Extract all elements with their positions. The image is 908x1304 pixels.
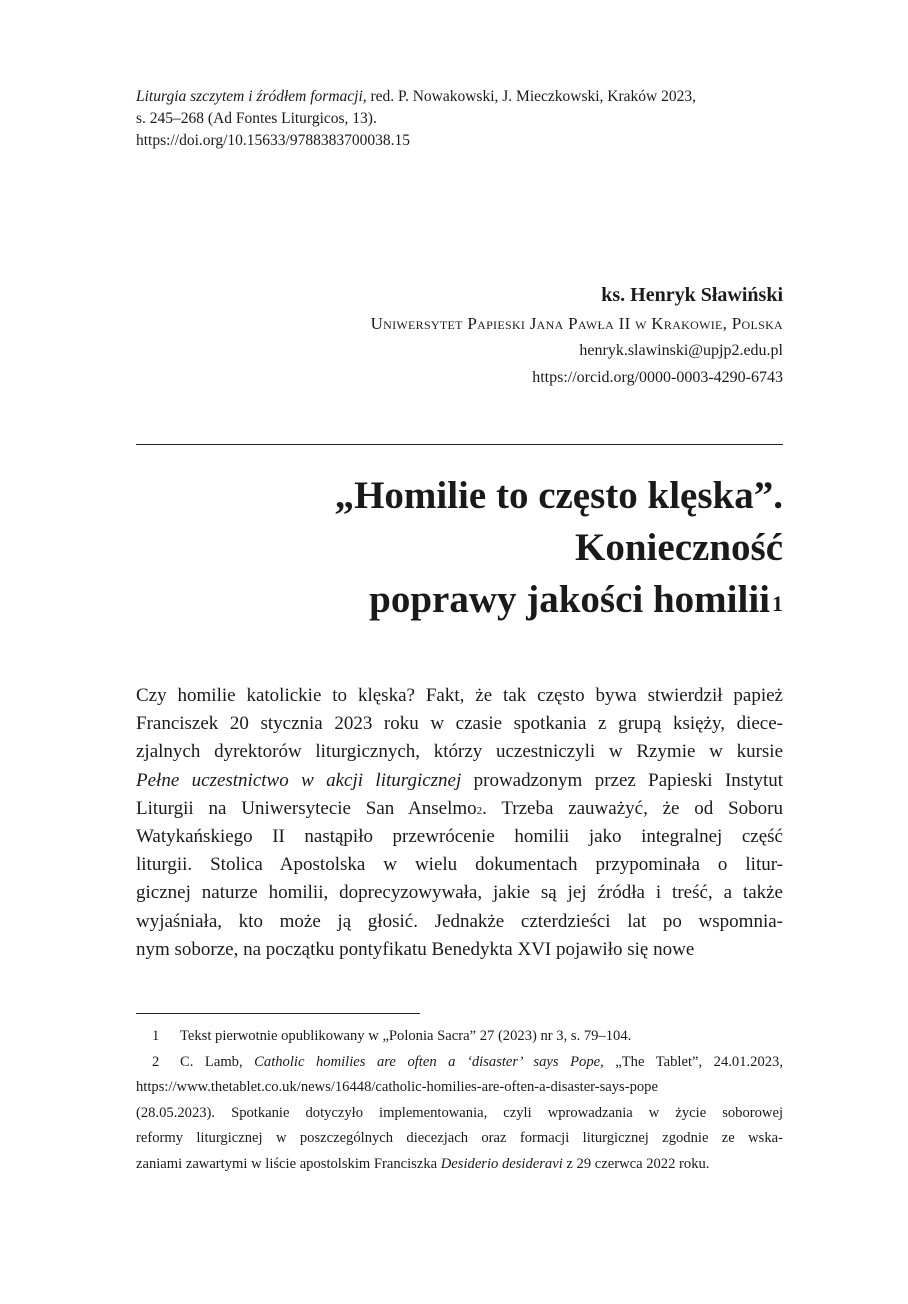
title-divider	[136, 444, 783, 445]
body-line: wyjaśniała, kto może ją głosić. Jednakże czterdzieści lat po wspomnia-	[136, 910, 783, 932]
body-line: gicznej naturze homilii, doprecyzowywała, jakie są jej źródła i treść, a także	[136, 882, 783, 904]
body-line: nym soborze, na początku pontyfikatu Benedykta XVI pojawiło się nowe	[136, 938, 695, 960]
body-line: liturgii. Stolica Apostolska w wielu dokumentach przypominała o litur-	[136, 854, 783, 876]
footnote-number: 2	[152, 1053, 160, 1070]
body-line: Liturgii na Uniwersytecie San Anselmo$^2$. Trzeba zauważyć, że od Soboru	[136, 797, 783, 819]
article-title	[143, 470, 783, 626]
footnote-2: 2 C. Lamb, Catholic homilies are often a ‘disaster’ says Pope, „The Tablet”, 24.01.2023, https://www.thetablet.co.uk/news/16448/catholic-homilies-are-often-a-disaster-says-pope (28.05.2023). Spotkanie dotyczyło implementowania, czyli wprowadzania w życie soborowej reformy liturgicznej w poszczególnych diecezjach oraz formacji liturgicznej zgodnie ze wska- zaniami zawartymi w liście apostolskim Franciszka Desiderio desideravi z 29 czerwca 2022 roku.	[136, 1050, 783, 1178]
citation-block	[136, 86, 788, 152]
author-affiliation: Uniwersytet Papieski Jana Pawła II w Krakowie, Polska	[370, 314, 783, 333]
body-line: zjalnych dyrektorów liturgicznych, którzy uczestniczyli w Rzymie w kursie	[136, 741, 783, 763]
body-footnote-mark[interactable]: 2	[476, 804, 483, 817]
author-orcid[interactable]: https://orcid.org/0000-0003-4290-6743	[532, 369, 783, 386]
doi-link[interactable]: https://doi.org/10.15633/9788383700038.15	[136, 132, 410, 149]
footnotes	[136, 1024, 783, 1177]
footnote-1: 1 Tekst pierwotnie opublikowany w „Polonia Sacra” 27 (2023) nr 3, s. 79–104.	[136, 1024, 783, 1050]
title-line-2: Konieczność	[575, 526, 783, 569]
author-email[interactable]: henryk.slawinski@upjp2.edu.pl	[579, 342, 783, 359]
footnote-divider	[136, 1013, 420, 1014]
body-line: Franciszek 20 stycznia 2023 roku w czasie spotkania z grupą księży, diece-	[136, 713, 783, 735]
author-block	[143, 280, 783, 391]
citation-line-1: Liturgia szczytem i źródłem formacji, red. P. Nowakowski, J. Mieczkowski, Kraków 2023,	[136, 88, 696, 105]
footnote-number: 1	[152, 1028, 160, 1044]
body-line: Watykańskiego II nastąpiło przewrócenie homilii jako integralnej część	[136, 826, 783, 848]
body-line: Czy homilie katolickie to klęska? Fakt, że tak często bywa stwierdził papież	[136, 685, 783, 706]
footnote-url[interactable]: https://www.thetablet.co.uk/news/16448/catholic-homilies-are-often-a-disaster-says-pope	[136, 1079, 658, 1095]
title-line-1: „Homilie to często klęska”.	[334, 474, 783, 517]
title-line-3: poprawy jakości homilii$^1$	[369, 578, 783, 621]
title-footnote-mark[interactable]: 1	[772, 591, 783, 616]
body-line: Pełne uczestnictwo w akcji liturgicznej prowadzonym przez Papieski Instytut	[136, 769, 783, 791]
author-name: ks. Henryk Sławiński	[601, 284, 783, 306]
citation-line-2: s. 245–268 (Ad Fontes Liturgicos, 13).	[136, 110, 377, 127]
body-paragraph	[136, 682, 783, 964]
book-title: Liturgia szczytem i źródłem formacji	[136, 88, 363, 105]
